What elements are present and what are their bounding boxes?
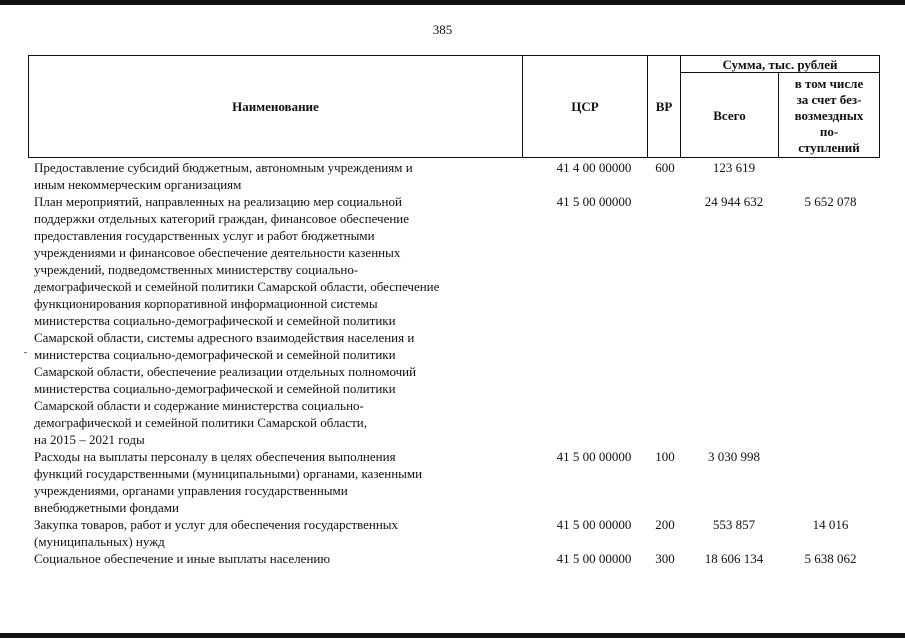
row-name-line: учреждениями и финансовое обеспечение деятельности казенных bbox=[34, 245, 401, 260]
row-name bbox=[28, 516, 528, 550]
row-name-line: Расходы на выплаты персоналу в целях обеспечения выполнения bbox=[34, 449, 396, 464]
table-row bbox=[28, 448, 879, 516]
row-name-line: Закупка товаров, работ и услуг для обеспечения государственных bbox=[34, 517, 399, 532]
row-name-line: поддержки отдельных категорий граждан, финансовое обеспечение bbox=[34, 211, 410, 226]
row-total: 18 606 134 bbox=[704, 551, 764, 566]
row-name-line: Предоставление субсидий бюджетным, автономным учреждениям и bbox=[34, 160, 413, 175]
row-csr: 41 4 00 00000 bbox=[556, 160, 632, 175]
row-name bbox=[28, 193, 528, 448]
top-border-line bbox=[0, 0, 905, 5]
row-name-line: министерства социально-демографической и семейной политики bbox=[34, 313, 396, 328]
row-name-line: демографической и семейной политики Самарской области, bbox=[34, 415, 367, 430]
row-name-line: предоставления государственных услуг и работ бюджетными bbox=[34, 228, 375, 243]
row-name-line: (муниципальных) нужд bbox=[34, 534, 165, 549]
row-name bbox=[28, 159, 528, 193]
row-name-line: План мероприятий, направленных на реализацию мер социальной bbox=[34, 194, 402, 209]
row-vr: 200 bbox=[655, 517, 675, 532]
row-name-line: Социальное обеспечение и иные выплаты населению bbox=[34, 551, 331, 566]
bottom-border-line bbox=[0, 633, 905, 638]
row-name-line: функций государственными (муниципальными) органами, казенными bbox=[34, 466, 423, 481]
row-total: 24 944 632 bbox=[704, 194, 764, 209]
row-name-line: Самарской области, системы адресного взаимодействия населения и bbox=[34, 330, 415, 345]
header-including-line: в том числе bbox=[794, 76, 864, 91]
row-name-line: учреждений, подведомственных министерству социально- bbox=[34, 262, 359, 277]
header-including bbox=[779, 73, 880, 158]
table-header bbox=[28, 55, 880, 158]
row-name-line: функционирования корпоративной информационной системы bbox=[34, 296, 378, 311]
row-total: 3 030 998 bbox=[708, 449, 760, 464]
row-including: 14 016 bbox=[812, 517, 849, 532]
row-csr: 41 5 00 00000 bbox=[556, 517, 632, 532]
row-name-line: демографической и семейной политики Самарской области, обеспечение bbox=[34, 279, 440, 294]
table-row bbox=[28, 550, 879, 567]
row-total: 123 619 bbox=[712, 160, 756, 175]
row-csr: 41 5 00 00000 bbox=[556, 194, 632, 209]
header-total: Всего bbox=[681, 73, 779, 158]
row-vr: 300 bbox=[655, 551, 675, 566]
table-row bbox=[28, 193, 879, 448]
row-vr: 600 bbox=[655, 160, 675, 175]
row-name-line: Самарской области и содержание министерства социально- bbox=[34, 398, 364, 413]
row-name-line: министерства социально-демографической и семейной политики bbox=[34, 347, 396, 362]
row-name-line: на 2015 – 2021 годы bbox=[34, 432, 145, 447]
header-name: Наименование bbox=[29, 56, 523, 158]
row-name bbox=[28, 550, 528, 567]
header-csr: ЦСР bbox=[523, 56, 648, 158]
row-including: 5 638 062 bbox=[804, 551, 857, 566]
header-including-line: за счет без- bbox=[796, 92, 862, 107]
table-row bbox=[28, 516, 879, 550]
row-name-line: министерства социально-демографической и семейной политики bbox=[34, 381, 396, 396]
page-number: 385 bbox=[432, 22, 453, 37]
row-vr: 100 bbox=[655, 449, 675, 464]
row-csr: 41 5 00 00000 bbox=[556, 551, 632, 566]
row-total: 553 857 bbox=[712, 517, 756, 532]
header-sum: Сумма, тыс. рублей bbox=[681, 56, 880, 73]
header-including-line: ступлений bbox=[798, 140, 860, 155]
header-including-line: по- bbox=[819, 124, 839, 139]
row-name-line: учреждениями, органами управления государственными bbox=[34, 483, 348, 498]
scan-speck bbox=[24, 352, 27, 353]
row-name bbox=[28, 448, 528, 516]
row-name-line: иным некоммерческим организациям bbox=[34, 177, 242, 192]
table-body bbox=[28, 159, 879, 567]
row-name-line: внебюджетными фондами bbox=[34, 500, 179, 515]
table-row bbox=[28, 159, 879, 193]
row-including: 5 652 078 bbox=[804, 194, 857, 209]
header-vr: ВР bbox=[648, 56, 681, 158]
row-csr: 41 5 00 00000 bbox=[556, 449, 632, 464]
header-including-line: возмездных bbox=[794, 108, 864, 123]
row-name-line: Самарской области, обеспечение реализации отдельных полномочий bbox=[34, 364, 417, 379]
